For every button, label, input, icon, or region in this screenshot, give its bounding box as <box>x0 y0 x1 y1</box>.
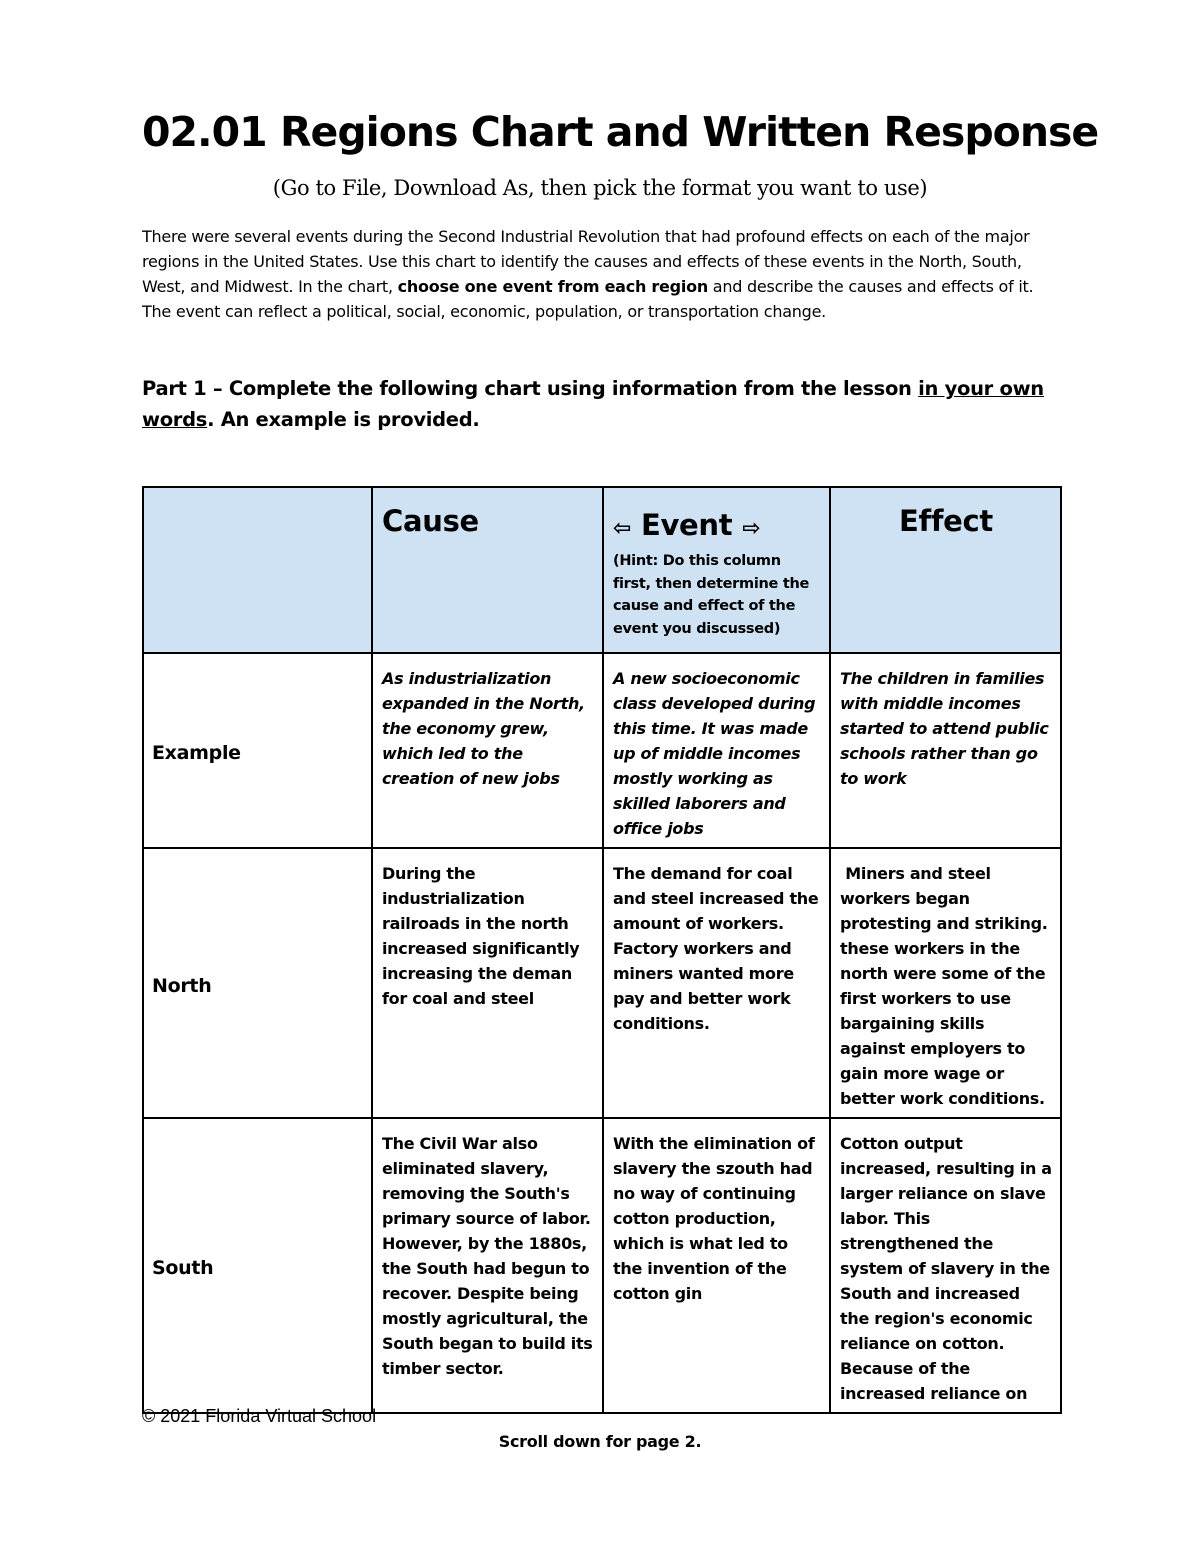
north-cause[interactable]: During the industrialization railroads in the north increased significantly increasing the deman for coal and steel <box>372 848 603 1118</box>
row-label-south: South <box>143 1118 372 1413</box>
table-row <box>143 653 1061 848</box>
intro-paragraph <box>142 224 1067 324</box>
north-effect[interactable]: Miners and steel workers began protesting and striking. these workers in the north were some of the first workers to use bargaining skills against employers to gain more wage or better work conditions. <box>830 848 1061 1118</box>
example-event: A new socioeconomic class developed during this time. It was made up of middle incomes mostly working as skilled laborers and office jobs <box>603 653 830 848</box>
header-blank-cell <box>143 487 372 653</box>
part1-lead: Part 1 – Complete the following chart using information from the lesson <box>142 377 919 400</box>
copyright-footer: © 2021 Florida Virtual School <box>142 1406 377 1426</box>
example-effect: The children in families with middle incomes started to attend public schools rather than go to work <box>830 653 1061 848</box>
header-event-hint: (Hint: Do this column first, then determine the cause and effect of the event you discussed) <box>613 553 810 637</box>
part1-heading <box>142 373 1062 435</box>
table-row <box>143 848 1061 1118</box>
scroll-note: Scroll down for page 2. <box>498 1432 702 1451</box>
header-effect: Effect <box>830 487 1061 653</box>
south-cause[interactable]: The Civil War also eliminated slavery, removing the South's primary source of labor. However, by the 1880s, the South had begun to recover. Despite being mostly agricultural, the South began to build its timber sector. <box>372 1118 603 1413</box>
example-cause: As industrialization expanded in the North, the economy grew, which led to the creation of new jobs <box>372 653 603 848</box>
page-title: 02.01 Regions Chart and Written Response <box>142 108 1099 156</box>
south-event[interactable]: With the elimination of slavery the szouth had no way of continuing cotton production, which is what led to the invention of the cotton gin <box>603 1118 830 1413</box>
regions-chart <box>142 486 1062 1414</box>
north-event[interactable]: The demand for coal and steel increased the amount of workers. Factory workers and miners wanted more pay and better work conditions. <box>603 848 830 1118</box>
part1-tail: . An example is provided. <box>207 408 480 431</box>
arrow-right-icon: ⇨ <box>742 516 761 541</box>
arrow-left-icon: ⇦ <box>613 516 632 541</box>
part1-underlined: in your own words <box>142 377 1044 431</box>
intro-text-bold: choose one event from each region <box>397 277 708 296</box>
download-instructions: (Go to File, Download As, then pick the format you want to use) <box>272 176 928 200</box>
row-label-north: North <box>143 848 372 1118</box>
chart-header-row <box>143 487 1061 653</box>
header-event <box>613 508 821 546</box>
header-event-label: Event <box>640 508 733 542</box>
table-row <box>143 1118 1061 1413</box>
south-effect[interactable]: Cotton output increased, resulting in a larger reliance on slave labor. This strengthened the system of slavery in the South and increased the region's economic reliance on cotton. Because of the increased reliance on <box>830 1118 1061 1413</box>
intro-text-a: There were several events during the Second Industrial Revolution that had profound effects on each of the major regions in the United States. Use this chart to identify the causes and effects of these events in the North, South, West, and Midwest. In the chart, <box>142 227 1030 296</box>
header-event-cell <box>603 487 830 653</box>
row-label-example: Example <box>143 653 372 848</box>
header-cause: Cause <box>372 487 603 653</box>
intro-text-b: and describe the causes and effects of it. The event can reflect a political, social, economic, population, or transportation change. <box>142 277 1034 321</box>
